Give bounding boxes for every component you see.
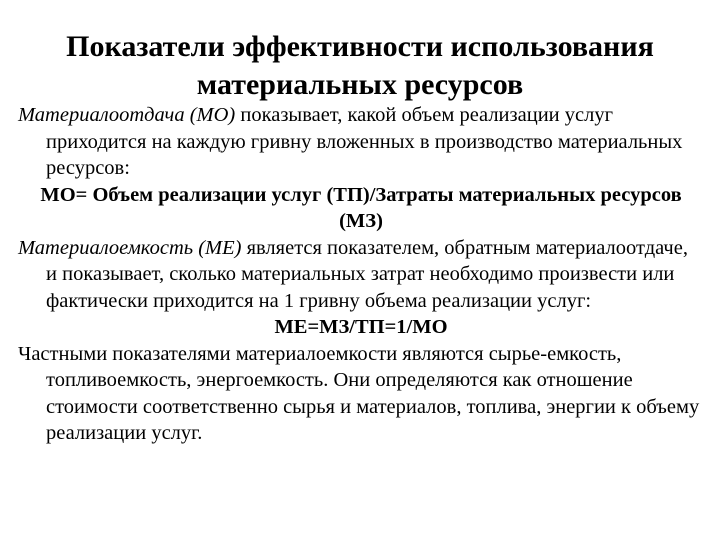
paragraph-materialootdacha [18,102,704,182]
paragraph-private-indicators: Частными показателями материалоемкости являются сырье-емкость, топливоемкость, энергоемкость. Они определяются как отношение стоимости соответственно сырья и материалов, топлива, энергии к объему реализации услуг. [18,342,700,444]
term-materialootdacha: Материалоотдача (МО) [18,104,236,126]
paragraph-text: является показателем, обратным материалоотдаче, и показывает, сколько материальных затрат необходимо произвести или фактически приходится на 1 гривну объема реализации услуг: [46,236,688,312]
title-line-2: материальных ресурсов [196,68,524,101]
slide-title [20,28,700,104]
term-materialoemkost: Материалоемкость (МЕ) [18,236,242,259]
paragraph-materialoemkost [18,235,704,315]
formula-me: МЕ=МЗ/ТП=1/МО [274,316,448,338]
paragraph-text: показывает, какой объем реализации услуг приходится на каждую гривну вложенных в производство материальных ресурсов: [46,104,683,179]
slide-body [18,102,704,447]
formula-mo: МО= Объем реализации услуг (ТП)/Затраты материальных ресурсов (МЗ) [40,183,682,232]
title-line-1: Показатели эффективности использования [66,30,654,63]
